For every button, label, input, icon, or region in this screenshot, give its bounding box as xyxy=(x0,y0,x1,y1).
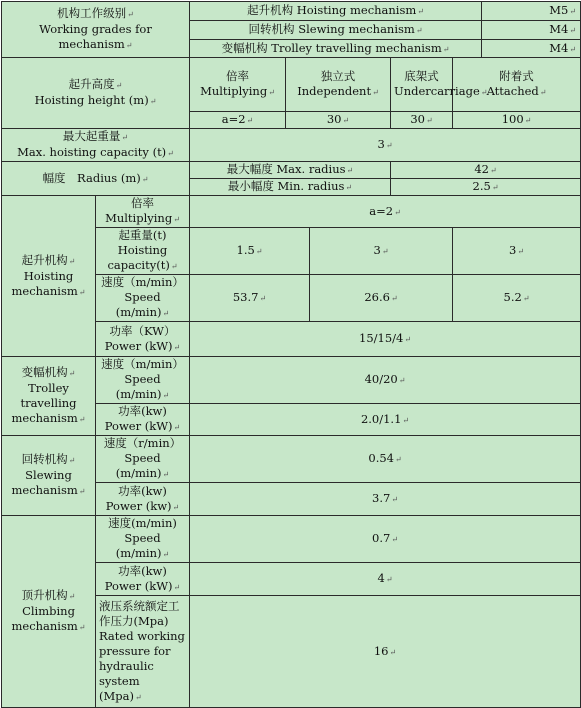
grade-label-hoisting: 起升机构 Hoisting mechanism↵ xyxy=(190,2,482,21)
height-value-undercarriage: 30↵ xyxy=(391,112,453,129)
height-col-undercarriage: 底架式 Undercarriage↵ xyxy=(391,58,453,112)
trolley-mechanism-label: 变幅机构↵ Trolley travelling mechanism↵ xyxy=(2,357,96,436)
radius-max-value: 42↵ xyxy=(391,162,581,179)
hoisting-capacity-value-1: 1.5↵ xyxy=(190,228,310,275)
climbing-mechanism-label: 顶升机构↵ Climbing mechanism↵ xyxy=(2,516,96,708)
radius-min-value: 2.5↵ xyxy=(391,179,581,196)
hoisting-multiplying-value: a=2↵ xyxy=(190,196,581,228)
hoisting-power-value: 15/15/4↵ xyxy=(190,322,581,357)
height-title-cn: 起升高度↵ xyxy=(68,77,123,91)
trolley-speed-label: 速度（m/min） Speed (m/min)↵ xyxy=(96,357,190,404)
hoisting-power-label: 功率（KW） Power (kW)↵ xyxy=(96,322,190,357)
climbing-speed-label: 速度(m/min) Speed (m/min)↵ xyxy=(96,516,190,563)
height-col-attached: 附着式 Attached↵ xyxy=(453,58,581,112)
height-title-en: Hoisting height (m)↵ xyxy=(34,93,157,107)
hoisting-speed-label: 速度（m/min） Speed (m/min)↵ xyxy=(96,275,190,322)
height-value-attached: 100↵ xyxy=(453,112,581,129)
climbing-pressure-label: 液压系统额定工 作压力(Mpa) Rated working pressure for hydraulic system (Mpa)↵ xyxy=(96,596,190,708)
height-header xyxy=(2,58,190,129)
grades-title-cn: 机构工作级别↵ xyxy=(57,6,134,20)
climbing-power-label: 功率(kw) Power (kW)↵ xyxy=(96,563,190,596)
capacity-value: 3↵ xyxy=(190,129,581,162)
hoisting-speed-value-3: 5.2↵ xyxy=(453,275,581,322)
capacity-label: 最大起重量↵ Max. hoisting capacity (t)↵ xyxy=(2,129,190,162)
grades-header xyxy=(2,2,190,58)
hoisting-speed-value-2: 26.6↵ xyxy=(310,275,453,322)
radius-min-label: 最小幅度 Min. radius↵ xyxy=(190,179,391,196)
slewing-speed-label: 速度（r/min） Speed (m/min)↵ xyxy=(96,436,190,483)
hoisting-capacity-label: 起重量(t) Hoisting capacity(t)↵ xyxy=(96,228,190,275)
grades-title-en: Working grades for mechanism↵ xyxy=(39,22,152,51)
hoisting-mechanism-label: 起升机构↵ Hoisting mechanism↵ xyxy=(2,196,96,357)
height-col-multiplying: 倍率 Multiplying↵ xyxy=(190,58,286,112)
hoisting-speed-value-1: 53.7↵ xyxy=(190,275,310,322)
height-col-independent: 独立式 Independent↵ xyxy=(286,58,391,112)
grade-value-trolley: M4↵ xyxy=(482,40,581,58)
height-value-independent: 30↵ xyxy=(286,112,391,129)
slewing-speed-value: 0.54↵ xyxy=(190,436,581,483)
grade-label-slewing: 回转机构 Slewing mechanism↵ xyxy=(190,21,482,40)
grade-value-hoisting: M5↵ xyxy=(482,2,581,21)
slewing-mechanism-label: 回转机构↵ Slewing mechanism↵ xyxy=(2,436,96,516)
climbing-power-value: 4↵ xyxy=(190,563,581,596)
radius-max-label: 最大幅度 Max. radius↵ xyxy=(190,162,391,179)
hoisting-capacity-value-2: 3↵ xyxy=(310,228,453,275)
height-value-multiplying: a=2↵ xyxy=(190,112,286,129)
hoisting-multiplying-label: 倍率 Multiplying↵ xyxy=(96,196,190,228)
trolley-power-value: 2.0/1.1↵ xyxy=(190,404,581,436)
spec-table xyxy=(1,1,581,708)
hoisting-capacity-value-3: 3↵ xyxy=(453,228,581,275)
trolley-speed-value: 40/20↵ xyxy=(190,357,581,404)
climbing-speed-value: 0.7↵ xyxy=(190,516,581,563)
grade-label-trolley: 变幅机构 Trolley travelling mechanism↵ xyxy=(190,40,482,58)
radius-label: 幅度 Radius (m)↵ xyxy=(2,162,190,196)
grade-value-slewing: M4↵ xyxy=(482,21,581,40)
slewing-power-label: 功率(kw) Power (kw)↵ xyxy=(96,483,190,516)
slewing-power-value: 3.7↵ xyxy=(190,483,581,516)
climbing-pressure-value: 16↵ xyxy=(190,596,581,708)
trolley-power-label: 功率(kw) Power (kW)↵ xyxy=(96,404,190,436)
